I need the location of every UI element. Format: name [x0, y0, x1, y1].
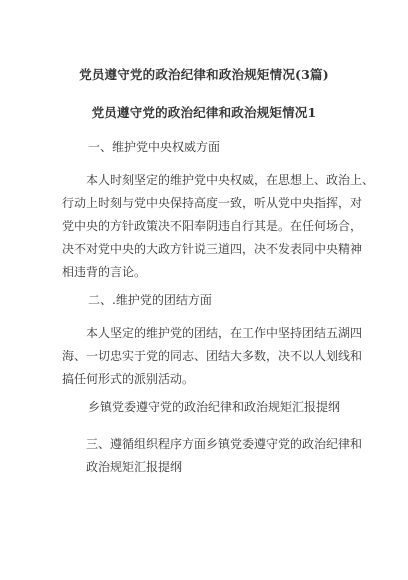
paragraph-line: 本人时刻坚定的维护党中央权威，在思想上、政治上、 [86, 173, 375, 187]
heading-line: 三、遵循组织程序方面乡镇党委遵守党的政治纪律和 [86, 437, 363, 451]
heading-central-authority: 一、维护党中央权威方面 [88, 140, 221, 154]
heading-township-outline: 乡镇党委遵守党的政治纪律和政治规矩汇报提纲 [88, 400, 341, 414]
document-title: 党员遵守党的政治纪律和政治规矩情况(3篇) [79, 67, 329, 82]
heading-organizational-procedure [62, 433, 363, 479]
section-title: 党员遵守党的政治纪律和政治规矩情况1 [91, 105, 317, 120]
paragraph-party-unity [62, 322, 363, 391]
paragraph-line: 决不对党中央的大政方针说三道四，决不发表同中央精神 [62, 242, 363, 256]
paragraph-line: 本人坚定的维护党的团结，在工作中坚持团结五湖四 [86, 326, 363, 340]
heading-line: 政治规矩汇报提纲 [86, 460, 183, 474]
paragraph-line: 行动上时刻与党中央保持高度一致，听从党中央指挥，对 [62, 196, 363, 210]
heading-party-unity: 二、.维护党的团结方面 [88, 293, 212, 307]
paragraph-line: 搞任何形式的派别活动。 [62, 372, 195, 386]
paragraph-central-authority [62, 169, 375, 284]
paragraph-line: 相违背的言论。 [62, 265, 147, 279]
paragraph-line: 海、一切忠实于党的同志、团结大多数，决不以人划线和 [62, 349, 363, 363]
paragraph-line: 党中央的方针政策决不阳奉阴违自行其是。在任何场合， [62, 219, 363, 233]
